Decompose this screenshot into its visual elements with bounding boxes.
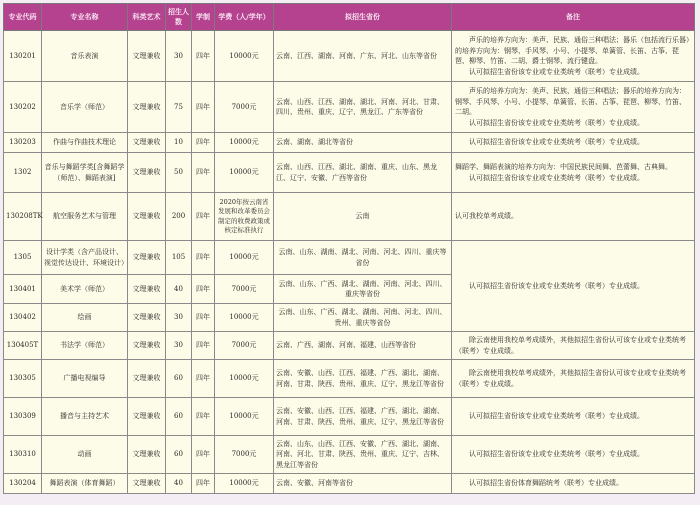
cell-quota: 30 <box>166 304 192 332</box>
note-line: 声乐的培养方向为：美声、民族、通俗三种唱法；器乐（包括流行乐器）的培养方向为：钢琴、手风琴、小号、小提琴、单簧管、长笛、古筝、琵琶、柳琴、竹笛、二胡、爵士钢琴、流行键盘。 <box>455 36 690 65</box>
table-row <box>4 31 695 82</box>
cell-duration: 四年 <box>192 275 215 304</box>
cell-provinces: 云南、山西、江西、湖北、湖南、重庆、山东、黑龙江、辽宁、安徽、广西等省份 <box>274 153 452 193</box>
header-notes: 备注 <box>452 4 695 31</box>
cell-name: 动画 <box>42 436 128 474</box>
cell-name: 舞蹈表演（体育舞蹈） <box>42 474 128 494</box>
cell-notes <box>452 398 695 436</box>
cell-provinces: 云南、山东、广西、湖北、湖南、河南、河北、四川、重庆等省份 <box>274 275 452 304</box>
cell-code: 130310 <box>4 436 42 474</box>
cell-notes-merged <box>452 241 695 332</box>
header-duration: 学制 <box>192 4 215 31</box>
cell-name: 播音与主持艺术 <box>42 398 128 436</box>
header-name: 专业名称 <box>42 4 128 31</box>
cell-fee: 2020年按云南省发展和改革委员会制定的收费政策或核定标准执行 <box>215 193 274 241</box>
cell-category: 文理兼收 <box>128 82 166 133</box>
cell-code: 1305 <box>4 241 42 275</box>
cell-category: 文理兼收 <box>128 241 166 275</box>
table-row <box>4 360 695 398</box>
cell-category: 文理兼收 <box>128 31 166 82</box>
note-line: 声乐的培养方向为：美声、民族、通俗三种唱法；器乐的培养方向为：钢琴、手风琴、小号、小提琴、单簧管、长笛、古筝、琵琶、柳琴、竹笛、二胡。 <box>455 87 686 116</box>
cell-fee: 10000元 <box>215 153 274 193</box>
header-quota: 招生人数 <box>166 4 192 31</box>
cell-name: 广播电视编导 <box>42 360 128 398</box>
table-row <box>4 193 695 241</box>
cell-provinces: 云南、江西、湖南、河南、广东、河北、山东等省份 <box>274 31 452 82</box>
cell-code: 130202 <box>4 82 42 133</box>
header-code: 专业代码 <box>4 4 42 31</box>
cell-fee: 7000元 <box>215 82 274 133</box>
cell-category: 文理兼收 <box>128 360 166 398</box>
cell-provinces: 云南、安徽、山西、江西、福建、广西、湖北、湖南、河南、甘肃、陕西、贵州、重庆、辽宁、黑龙江等省份 <box>274 360 452 398</box>
cell-notes <box>452 31 695 82</box>
cell-fee: 10000元 <box>215 474 274 494</box>
cell-name: 音乐与舞蹈学类[含舞蹈学（师范）、舞蹈表演] <box>42 153 128 193</box>
cell-duration: 四年 <box>192 474 215 494</box>
cell-provinces: 云南 <box>274 193 452 241</box>
cell-notes <box>452 82 695 133</box>
note-line: 认可拟招生省份该专业或专业类统考（联考）专业成绩。 <box>469 67 644 76</box>
table-row <box>4 153 695 193</box>
table-row <box>4 332 695 360</box>
note-line: 认可拟招生省份体育舞蹈统考（联考）专业成绩。 <box>469 479 623 488</box>
cell-duration: 四年 <box>192 241 215 275</box>
cell-code: 130204 <box>4 474 42 494</box>
admissions-table <box>3 3 695 494</box>
note-line: 舞蹈学、舞蹈表演的培养方向为：中国民族民间舞、芭蕾舞、古典舞。 <box>455 163 672 171</box>
cell-quota: 60 <box>166 360 192 398</box>
cell-code: 1302 <box>4 153 42 193</box>
cell-notes <box>452 332 695 360</box>
cell-fee: 10000元 <box>215 360 274 398</box>
cell-fee: 7000元 <box>215 275 274 304</box>
cell-code: 130309 <box>4 398 42 436</box>
cell-quota: 200 <box>166 193 192 241</box>
cell-name: 作曲与作曲技术理论 <box>42 133 128 153</box>
header-fee: 学费（人/学年） <box>215 4 274 31</box>
cell-name: 书法学（师范） <box>42 332 128 360</box>
table-row <box>4 133 695 153</box>
cell-fee: 10000元 <box>215 398 274 436</box>
admissions-table-container <box>3 3 694 494</box>
cell-code: 130201 <box>4 31 42 82</box>
note-line: 认可拟招生省份该专业或专业类统考（联考）专业成绩。 <box>469 118 644 127</box>
cell-quota: 60 <box>166 436 192 474</box>
cell-name: 绘画 <box>42 304 128 332</box>
cell-category: 文理兼收 <box>128 133 166 153</box>
header-category: 科类艺术 <box>128 4 166 31</box>
cell-provinces: 云南、安徽、河南等省份 <box>274 474 452 494</box>
cell-code: 130305 <box>4 360 42 398</box>
cell-notes <box>452 436 695 474</box>
cell-notes <box>452 133 695 153</box>
cell-duration: 四年 <box>192 133 215 153</box>
table-row <box>4 398 695 436</box>
cell-fee: 10000元 <box>215 241 274 275</box>
note-line: 认可拟招生省份该专业或专业类统考（联考）专业成绩。 <box>469 412 644 421</box>
cell-quota: 30 <box>166 31 192 82</box>
cell-category: 文理兼收 <box>128 332 166 360</box>
cell-quota: 75 <box>166 82 192 133</box>
cell-fee: 10000元 <box>215 133 274 153</box>
cell-code: 130401 <box>4 275 42 304</box>
cell-provinces: 云南、湖南、湖北等省份 <box>274 133 452 153</box>
cell-duration: 四年 <box>192 332 215 360</box>
cell-name: 音乐学（师范） <box>42 82 128 133</box>
cell-name: 美术学（师范） <box>42 275 128 304</box>
cell-duration: 四年 <box>192 153 215 193</box>
table-row <box>4 436 695 474</box>
cell-code: 130402 <box>4 304 42 332</box>
cell-quota: 40 <box>166 474 192 494</box>
cell-category: 文理兼收 <box>128 398 166 436</box>
cell-fee: 7000元 <box>215 436 274 474</box>
table-row <box>4 474 695 494</box>
note-line: 认可拟招生省份该专业或专业类统考（联考）专业成绩。 <box>469 173 644 182</box>
table-row <box>4 241 695 275</box>
cell-notes <box>452 193 695 241</box>
cell-category: 文理兼收 <box>128 193 166 241</box>
cell-fee: 7000元 <box>215 332 274 360</box>
table-header-row <box>4 4 695 31</box>
header-provinces: 拟招生省份 <box>274 4 452 31</box>
cell-code: 130405T <box>4 332 42 360</box>
cell-fee: 10000元 <box>215 31 274 82</box>
cell-category: 文理兼收 <box>128 304 166 332</box>
cell-notes <box>452 360 695 398</box>
cell-duration: 四年 <box>192 436 215 474</box>
cell-category: 文理兼收 <box>128 153 166 193</box>
cell-fee: 10000元 <box>215 304 274 332</box>
note-line: 认可拟招生省份该专业或专业类统考（联考）专业成绩。 <box>469 138 644 147</box>
cell-category: 文理兼收 <box>128 436 166 474</box>
cell-name: 音乐表演 <box>42 31 128 82</box>
cell-name: 航空服务艺术与管理 <box>42 193 128 241</box>
cell-provinces: 云南、安徽、山西、江西、福建、广西、湖北、湖南、河南、甘肃、陕西、贵州、重庆、辽宁、黑龙江等省份 <box>274 398 452 436</box>
cell-duration: 四年 <box>192 398 215 436</box>
cell-duration: 四年 <box>192 360 215 398</box>
cell-provinces: 云南、山东、广西、湖北、湖南、河南、河北、四川、贵州、重庆等省份 <box>274 304 452 332</box>
cell-provinces: 云南、山东、湖南、湖北、河南、河北、四川、重庆等省份 <box>274 241 452 275</box>
note-line: 认可拟招生省份该专业或专业类统考（联考）专业成绩。 <box>469 450 644 459</box>
cell-quota: 40 <box>166 275 192 304</box>
cell-name: 设计学类（含产品设计、视觉传达设计、环境设计） <box>42 241 128 275</box>
cell-code: 130208TK <box>4 193 42 241</box>
cell-quota: 105 <box>166 241 192 275</box>
note-line: 认可拟招生省份该专业或专业类统考（联考）专业成绩。 <box>469 281 644 290</box>
cell-duration: 四年 <box>192 31 215 82</box>
cell-provinces: 云南、山东、山西、江西、安徽、广西、湖北、湖南、河南、河北、甘肃、陕西、贵州、重庆、辽宁、吉林、黑龙江等省份 <box>274 436 452 474</box>
cell-duration: 四年 <box>192 304 215 332</box>
cell-quota: 10 <box>166 133 192 153</box>
cell-provinces: 云南、广西、湖南、河南、福建、山西等省份 <box>274 332 452 360</box>
cell-code: 130203 <box>4 133 42 153</box>
cell-quota: 60 <box>166 398 192 436</box>
cell-provinces: 云南、山西、江西、湖南、湖北、河南、河北、甘肃、四川、贵州、重庆、辽宁、黑龙江、广东等省份 <box>274 82 452 133</box>
cell-notes <box>452 474 695 494</box>
cell-quota: 30 <box>166 332 192 360</box>
note-line: 除云南使用我校单考成绩外，其他拟招生省份认可该专业或专业类统考（联考）专业成绩。 <box>455 336 686 355</box>
cell-duration: 四年 <box>192 193 215 241</box>
cell-quota: 50 <box>166 153 192 193</box>
note-line: 认可我校单考成绩。 <box>455 212 518 221</box>
cell-category: 文理兼收 <box>128 474 166 494</box>
cell-notes <box>452 153 695 193</box>
table-row <box>4 82 695 133</box>
cell-duration: 四年 <box>192 82 215 133</box>
note-line: 除云南使用我校单考成绩外，其他拟招生省份认可该专业或专业类统考（联考）专业成绩。 <box>455 369 686 388</box>
cell-category: 文理兼收 <box>128 275 166 304</box>
